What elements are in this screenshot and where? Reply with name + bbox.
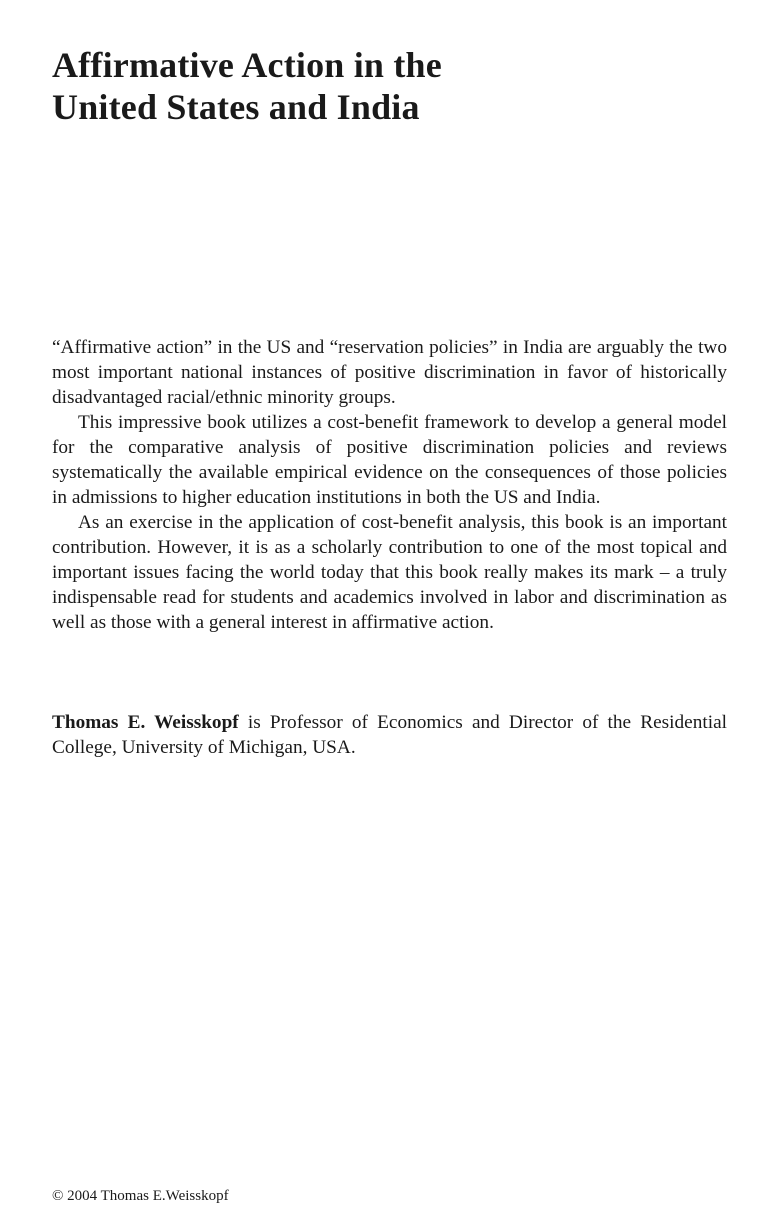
author-name: Thomas E. Weisskopf [52, 712, 239, 733]
book-title-line-1: Affirmative Action in the [52, 45, 442, 85]
book-title-line-2: United States and India [52, 87, 420, 127]
author-bio-text: is Professor of Economics and Director of the Residential College, University of Michigan, USA. [52, 712, 728, 758]
book-title [52, 44, 732, 128]
description-paragraph-2: This impressive book utilizes a cost-benefit framework to develop a general model for the comparative analysis of positive discrimination policies and reviews systematically the available empirical evidence on the consequences of those policies in admissions to higher education institutions in both the US and India. [52, 412, 727, 508]
description-paragraph-1: “Affirmative action” in the US and “reservation policies” in India are arguably the two most important national instances of positive discrimination in favor of historically disadvantaged racial/ethnic minority groups. [52, 337, 727, 408]
author-bio [52, 710, 727, 760]
book-description [52, 335, 727, 635]
description-paragraph-3: As an exercise in the application of cost-benefit analysis, this book is an important contribution. However, it is as a scholarly contribution to one of the most topical and important issues facing the world today that this book really makes its mark – a truly indispensable read for students and academics involved in labor and discrimination as well as those with a general interest in affirmative action. [52, 512, 727, 633]
copyright-notice: © 2004 Thomas E.Weisskopf [52, 1188, 229, 1204]
